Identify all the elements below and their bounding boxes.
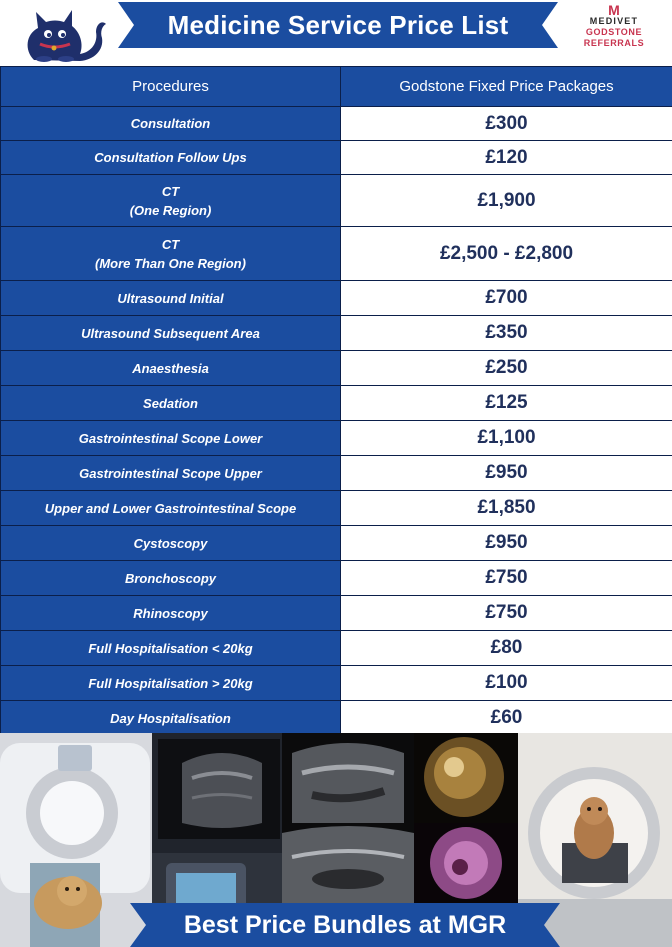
table-row: [1, 351, 672, 386]
ultrasound-image-1: [282, 733, 414, 823]
procedure-cell: Ultrasound Initial: [1, 281, 341, 316]
table-row: [1, 701, 672, 736]
procedure-cell: [1, 175, 341, 227]
table-row: [1, 631, 672, 666]
table-row: [1, 596, 672, 631]
price-cell: £950: [341, 456, 672, 491]
procedure-cell: Full Hospitalisation > 20kg: [1, 666, 341, 701]
procedure-cell: Gastrointestinal Scope Lower: [1, 421, 341, 456]
price-cell: £1,900: [341, 175, 672, 227]
price-table: [0, 66, 672, 736]
procedure-cell: Bronchoscopy: [1, 561, 341, 596]
price-cell: £350: [341, 316, 672, 351]
price-cell: £700: [341, 281, 672, 316]
header-prices: Godstone Fixed Price Packages: [341, 67, 672, 107]
procedure-cell: Full Hospitalisation < 20kg: [1, 631, 341, 666]
procedure-cell: Consultation: [1, 107, 341, 141]
price-cell: £120: [341, 141, 672, 175]
procedure-cell: Ultrasound Subsequent Area: [1, 316, 341, 351]
table-row: [1, 141, 672, 175]
price-cell: £2,500 - £2,800: [341, 227, 672, 281]
table-row: [1, 421, 672, 456]
table-row: [1, 456, 672, 491]
header-procedures: Procedures: [1, 67, 341, 107]
table-row: [1, 227, 672, 281]
ultrasound-image-2: [282, 823, 414, 903]
procedure-qualifier: (More Than One Region): [95, 255, 246, 271]
table-row: [1, 491, 672, 526]
price-cell: £1,850: [341, 491, 672, 526]
table-row: [1, 526, 672, 561]
footer-banner-text: Best Price Bundles at MGR: [183, 911, 507, 939]
title-banner: [118, 2, 558, 48]
procedure-cell: Sedation: [1, 386, 341, 421]
price-cell: £950: [341, 526, 672, 561]
footer-banner: [130, 903, 560, 947]
procedure-cell: [1, 227, 341, 281]
table-row: [1, 281, 672, 316]
table-row: [1, 175, 672, 227]
procedure-cell: Upper and Lower Gastrointestinal Scope: [1, 491, 341, 526]
table-row: [1, 316, 672, 351]
procedure-cell: Anaesthesia: [1, 351, 341, 386]
brand-name: MEDIVET: [589, 16, 639, 26]
procedure-cell: Day Hospitalisation: [1, 701, 341, 736]
endoscopy-image-1: [414, 733, 518, 823]
procedure-name: CT: [161, 183, 180, 199]
photo-collage: [0, 733, 672, 947]
price-cell: £125: [341, 386, 672, 421]
cat-mascot-logo: [14, 4, 110, 62]
medivet-logo: [556, 2, 672, 48]
procedure-cell: Rhinoscopy: [1, 596, 341, 631]
price-cell: £300: [341, 107, 672, 141]
table-row: [1, 386, 672, 421]
table-header-row: [1, 67, 672, 107]
price-cell: £100: [341, 666, 672, 701]
page-header: [0, 0, 672, 66]
price-cell: £80: [341, 631, 672, 666]
page-title: Medicine Service Price List: [167, 10, 509, 40]
price-cell: £1,100: [341, 421, 672, 456]
price-cell: £750: [341, 596, 672, 631]
brand-subtitle: GODSTONE REFERRALS: [583, 27, 645, 48]
table-row: [1, 107, 672, 141]
procedure-cell: Consultation Follow Ups: [1, 141, 341, 175]
endoscopy-image-2: [414, 823, 518, 903]
price-cell: £750: [341, 561, 672, 596]
price-cell: £60: [341, 701, 672, 736]
price-cell: £250: [341, 351, 672, 386]
procedure-qualifier: (One Region): [129, 202, 212, 218]
table-row: [1, 666, 672, 701]
procedure-name: CT: [161, 236, 180, 252]
brand-mark: M: [608, 2, 620, 18]
procedure-cell: Gastrointestinal Scope Upper: [1, 456, 341, 491]
table-row: [1, 561, 672, 596]
procedure-cell: Cystoscopy: [1, 526, 341, 561]
